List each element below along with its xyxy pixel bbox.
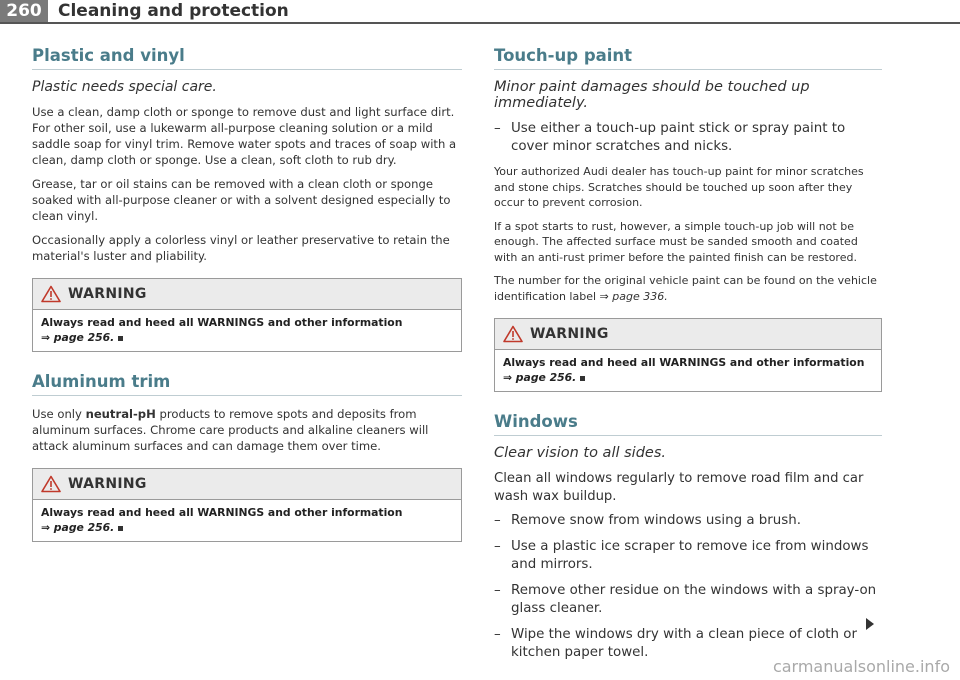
touchup-paragraph-2: If a spot starts to rust, however, a simple touch-up job will not be enough. The affected surface must be sanded smooth and coated with an anti-rust primer before the painted finish can be restored. bbox=[494, 219, 858, 264]
list-item: – Remove snow from windows using a brush. bbox=[494, 513, 802, 528]
touchup-p3-text: The number for the original vehicle paint can be found on the vehicle identification label bbox=[494, 274, 877, 303]
touchup-paragraph-1: Your authorized Audi dealer has touch-up paint for minor scratches and stone chips. Scratches should be touched up soon after they occur to prevent corrosion. bbox=[494, 165, 864, 209]
windows-paragraph: Clean all windows regularly to remove road film and car wash wax buildup. bbox=[494, 471, 864, 504]
end-mark bbox=[118, 336, 123, 341]
section-title: Cleaning and protection bbox=[58, 1, 289, 21]
end-mark bbox=[118, 526, 123, 531]
warning-body bbox=[495, 350, 881, 391]
continue-arrow-icon bbox=[866, 618, 874, 630]
paint-label-page-link[interactable]: ⇒ page 336. bbox=[599, 289, 668, 303]
warning-triangle-icon bbox=[41, 475, 61, 493]
plastic-paragraph-2: Grease, tar or oil stains can be removed with a clean cloth or sponge soaked with all-purpose cleaner or with a solvent designed especially to clean vinyl. bbox=[32, 177, 451, 223]
warning-text: Always read and heed all WARNINGS and other information bbox=[41, 506, 403, 519]
warning-body bbox=[33, 500, 461, 541]
plastic-lead: Plastic needs special care. bbox=[32, 79, 217, 95]
aluminum-text-post: products to remove spots and deposits from aluminum surfaces. Chrome care products and alkaline cleaners will attack aluminum surfaces and can damage them over time. bbox=[32, 407, 429, 453]
end-mark bbox=[580, 376, 585, 381]
warning-box-aluminum bbox=[32, 468, 462, 542]
warning-header bbox=[33, 469, 461, 500]
warning-box-touchup bbox=[494, 318, 882, 392]
touchup-paragraph-3 bbox=[494, 273, 882, 304]
windows-list bbox=[494, 512, 882, 662]
plastic-paragraph-3: Occasionally apply a colorless vinyl or leather preservative to retain the material's luster and pliability. bbox=[32, 233, 450, 263]
warning-title: WARNING bbox=[530, 326, 609, 342]
touchup-lead: Minor paint damages should be touched up immediately. bbox=[494, 79, 810, 111]
list-item: – Use a plastic ice scraper to remove ice from windows and mirrors. bbox=[494, 539, 869, 572]
header-rule bbox=[0, 22, 960, 24]
list-item: – Use either a touch-up paint stick or spray paint to cover minor scratches and nicks. bbox=[494, 121, 846, 154]
warning-page-link[interactable]: ⇒ page 256. bbox=[41, 521, 115, 534]
aluminum-text-bold: neutral-pH bbox=[85, 407, 156, 421]
aluminum-text-pre: Use only bbox=[32, 407, 86, 421]
right-column bbox=[494, 46, 882, 670]
warning-page-link[interactable]: ⇒ page 256. bbox=[503, 371, 577, 384]
aluminum-paragraph bbox=[32, 406, 462, 454]
plastic-paragraph-1: Use a clean, damp cloth or sponge to remove dust and light surface dirt. For other soil, use a lukewarm all-purpose cleaning solution or a mild saddle soap for vinyl trim. Remove water spots and traces of soap with a clean, damp cloth or sponge. Use a clean, soft cloth to rub dry. bbox=[32, 105, 457, 167]
left-column bbox=[32, 46, 462, 562]
touchup-heading: Touch-up paint bbox=[494, 46, 882, 70]
list-item: – Wipe the windows dry with a clean piece of cloth or kitchen paper towel. bbox=[494, 627, 857, 660]
warning-triangle-icon bbox=[41, 285, 61, 303]
warning-title: WARNING bbox=[68, 286, 147, 302]
warning-triangle-icon bbox=[503, 325, 523, 343]
warning-header bbox=[495, 319, 881, 350]
windows-lead: Clear vision to all sides. bbox=[494, 445, 666, 461]
watermark: carmanualsonline.info bbox=[772, 657, 950, 676]
touchup-list bbox=[494, 120, 882, 156]
windows-heading: Windows bbox=[494, 412, 882, 436]
warning-text: Always read and heed all WARNINGS and other information bbox=[41, 316, 403, 329]
warning-box-plastic bbox=[32, 278, 462, 352]
warning-header bbox=[33, 279, 461, 310]
plastic-heading: Plastic and vinyl bbox=[32, 46, 462, 70]
aluminum-heading: Aluminum trim bbox=[32, 372, 462, 396]
warning-title: WARNING bbox=[68, 476, 147, 492]
warning-text: Always read and heed all WARNINGS and other information bbox=[503, 356, 865, 369]
warning-page-link[interactable]: ⇒ page 256. bbox=[41, 331, 115, 344]
list-item: – Remove other residue on the windows with a spray-on glass cleaner. bbox=[494, 583, 877, 616]
page-number: 260 bbox=[0, 0, 48, 22]
warning-body bbox=[33, 310, 461, 351]
